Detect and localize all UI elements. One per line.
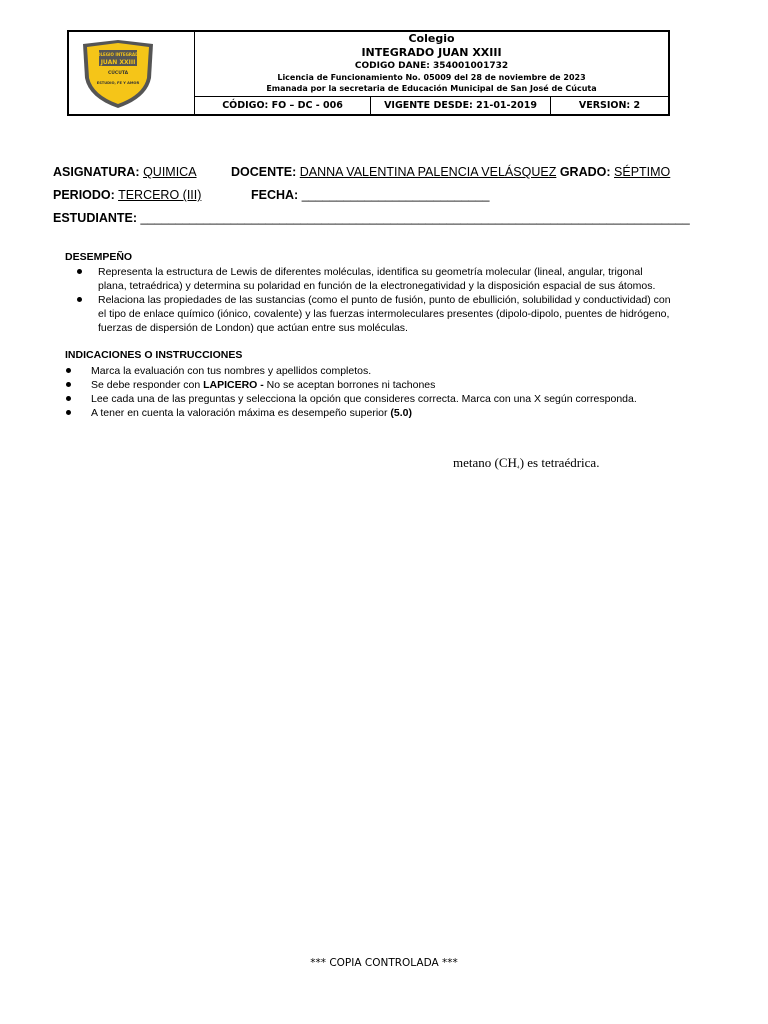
- desempeno-item-2-line-2: el tipo de enlace químico (iónico, covalente) y las fuerzas intermoleculares presentes (dipolo-dipolo, puentes de hidrógeno,: [98, 308, 670, 320]
- indicaciones-item-1-text: Marca la evaluación con tus nombres y apellidos completos.: [91, 365, 372, 377]
- docente-value: DANNA VALENTINA PALENCIA VELÁSQUEZ: [299, 165, 557, 179]
- estudiante-label: ESTUDIANTE:: [53, 211, 138, 225]
- header-dane-code: CODIGO DANE: 354001001732: [354, 61, 509, 71]
- periodo-value: TERCERO (III): [118, 188, 202, 202]
- logo-top-text: COLEGIO INTEGRADO: [94, 52, 142, 57]
- desempeno-item-2-line-1: Relaciona las propiedades de las sustancias (como el punto de fusión, punto de ebullición, solubilidad y conductividad) con: [98, 294, 671, 306]
- desempeno-title: DESEMPEÑO: [65, 251, 133, 263]
- desempeno-item-2-line-3: fuerzas de dispersión de London) que actúan entre sus moléculas.: [98, 322, 408, 334]
- asignatura-value: QUIMICA: [143, 165, 197, 179]
- indicaciones-item-1: [91, 364, 716, 378]
- methane-post: ) es tetraédrica.: [519, 455, 600, 470]
- footer-controlled-copy: *** COPIA CONTROLADA ***: [310, 957, 458, 969]
- estudiante-line: [53, 211, 690, 225]
- desempeno-item: [98, 265, 718, 293]
- methane-subscript: ₄: [516, 460, 520, 469]
- indicaciones-item-3-text: Lee cada una de las preguntas y selecciona la opción que consideres correcta. Marca con una X según corresponda.: [91, 393, 637, 405]
- header-title-block: [195, 32, 668, 96]
- periodo-line: [53, 188, 201, 202]
- header-licencia: Licencia de Funcionamiento No. 05009 del 28 de noviembre de 2023: [277, 73, 586, 82]
- indicaciones-title: INDICACIONES O INSTRUCCIONES: [65, 349, 243, 361]
- indicaciones-item-4-bold: (5.0): [390, 407, 413, 419]
- grado-value: SÉPTIMO: [614, 165, 671, 179]
- fecha-label: FECHA:: [251, 188, 299, 202]
- header-title-colegio: Colegio: [408, 32, 455, 45]
- fecha-line: [251, 188, 489, 202]
- shield-icon: [79, 38, 157, 110]
- logo-name-text: JUAN XXIII: [100, 59, 136, 66]
- header-code-row: [195, 96, 668, 114]
- estudiante-blank[interactable]: _______________________________________________________________________________: [140, 211, 690, 225]
- asignatura-label: ASIGNATURA:: [53, 165, 140, 179]
- docente-label: DOCENTE:: [231, 165, 297, 179]
- header-codigo: CÓDIGO: FO – DC - 006: [195, 97, 371, 114]
- document-header: [67, 30, 670, 116]
- desempeno-item: [98, 293, 718, 335]
- indicaciones-item-2-pre: Se debe responder con: [91, 379, 204, 391]
- logo-motto-text: ESTUDIO, FE Y AMOR: [96, 81, 140, 85]
- methane-text-fragment: [453, 455, 599, 471]
- school-shield-logo: [79, 38, 157, 110]
- fecha-blank[interactable]: ___________________________: [301, 188, 490, 202]
- header-version: VERSION: 2: [578, 100, 641, 111]
- header-emanada: Emanada por la secretaria de Educación Municipal de San José de Cúcuta: [266, 84, 597, 93]
- desempeno-item-1-line-1: Representa la estructura de Lewis de diferentes moléculas, identifica su geometría molecular (lineal, angular, trigonal: [98, 266, 643, 278]
- desempeno-list: [98, 265, 718, 335]
- desempeno-item-1-line-2: plana, tetraédrica) y determina su polaridad en función de la electronegatividad y la disposición espacial de sus átomos.: [98, 280, 656, 292]
- asignatura-line: [53, 165, 197, 179]
- indicaciones-list: [91, 364, 716, 420]
- header-title-name: INTEGRADO JUAN XXIII: [361, 46, 502, 59]
- logo-cell: [69, 32, 195, 114]
- indicaciones-item-2-post: No se aceptan borrones ni tachones: [263, 379, 436, 391]
- logo-city-text: CÚCUTA: [107, 71, 129, 76]
- docente-line: [231, 165, 670, 179]
- indicaciones-item-2-bold: LAPICERO -: [203, 379, 264, 391]
- grado-label: GRADO:: [559, 165, 611, 179]
- header-vigente: VIGENTE DESDE: 21-01-2019: [371, 97, 551, 114]
- indicaciones-item-3: [91, 392, 716, 406]
- indicaciones-item-2: [91, 378, 716, 392]
- indicaciones-item-4: [91, 406, 716, 420]
- methane-pre: metano (CH: [453, 455, 517, 470]
- indicaciones-item-4-pre: A tener en cuenta la valoración máxima es desempeño superior: [91, 407, 391, 419]
- periodo-label: PERIODO:: [53, 188, 115, 202]
